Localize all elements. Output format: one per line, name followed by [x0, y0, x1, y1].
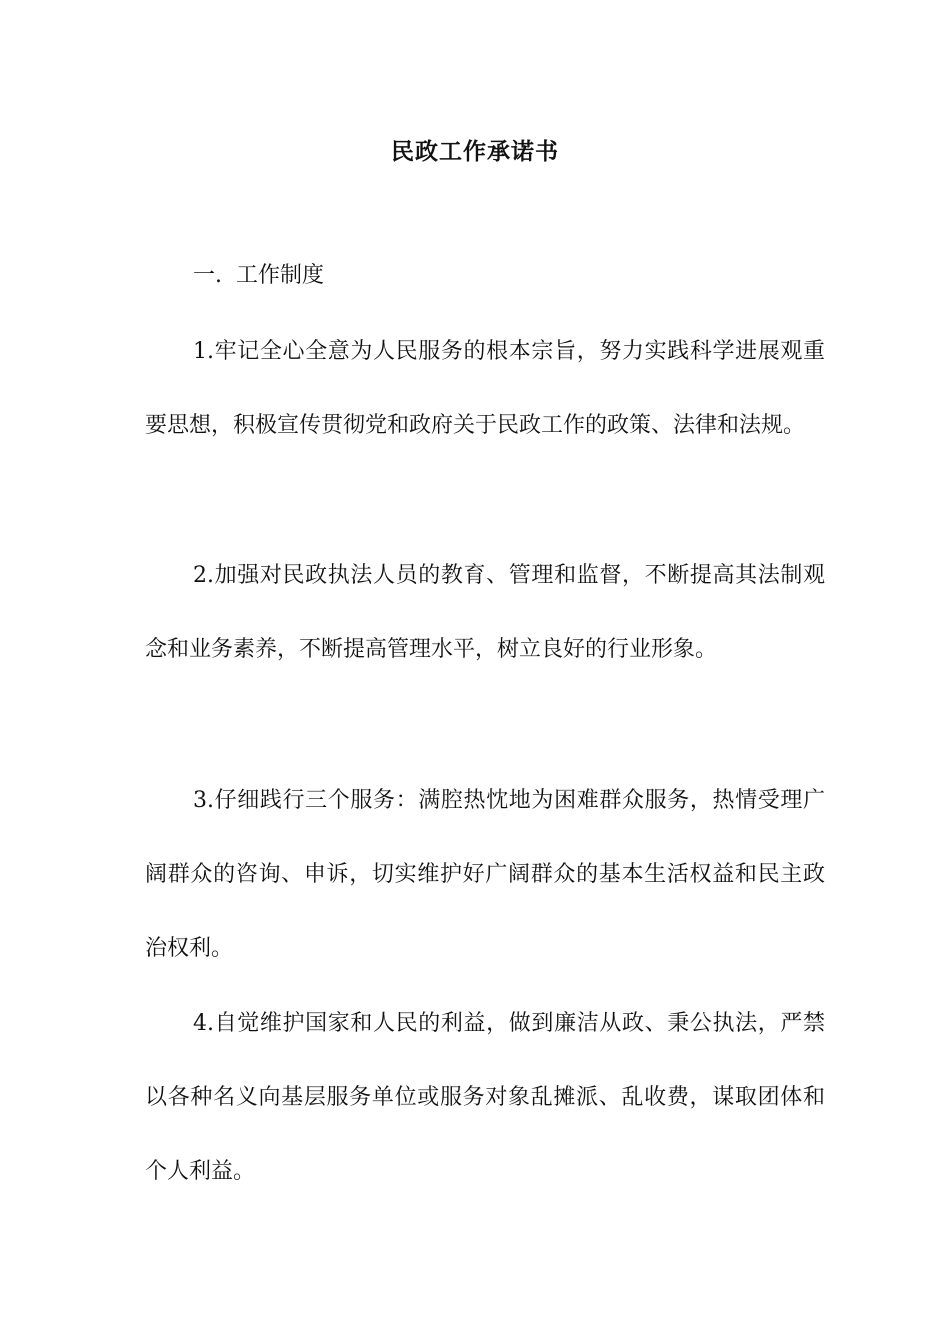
paragraph-2: 2.加强对民政执法人员的教育、管理和监督，不断提高其法制观念和业务素养，不断提高管理水平，树立良好的行业形象。: [145, 563, 825, 662]
section-heading-text: 工作制度: [236, 263, 325, 288]
paragraph-4: 4.自觉维护国家和人民的利益，做到廉洁从政、秉公执法，严禁以各种名义向基层服务单位或服务对象乱摊派、乱收费，谋取团体和个人利益。: [145, 1011, 825, 1184]
section-number: 一.: [193, 263, 222, 288]
section-heading: [145, 258, 825, 294]
paragraph-3: 3.仔细践行三个服务：满腔热忱地为困难群众服务，热情受理广阔群众的咨询、申诉，切实维护好广阔群众的基本生活权益和民主政治权利。: [145, 788, 825, 961]
paragraph-1: 1.牢记全心全意为人民服务的根本宗旨，努力实践科学进展观重要思想，积极宣传贯彻党和政府关于民政工作的政策、法律和法规。: [145, 339, 825, 438]
document-title: 民政工作承诺书: [391, 138, 559, 165]
